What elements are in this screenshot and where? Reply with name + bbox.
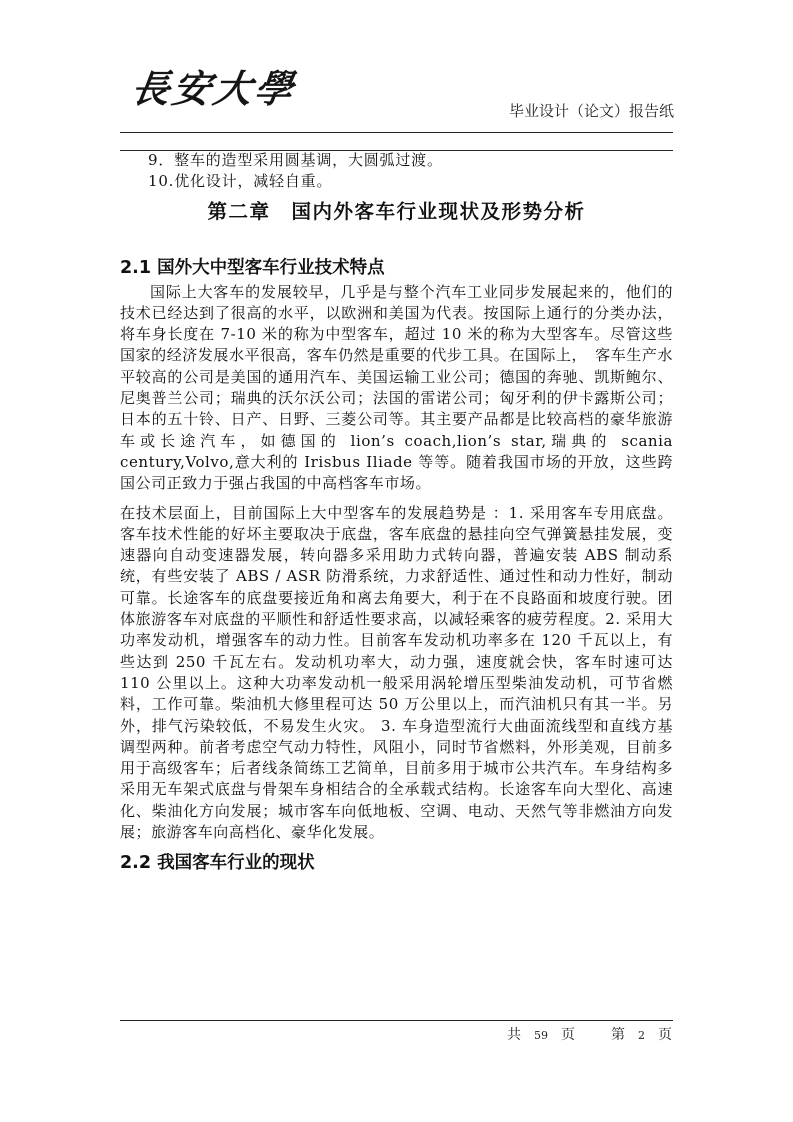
page-body [120,150,673,875]
section-title: 2.2 我国客车行业的现状 [120,853,315,874]
header-title: 毕业设计（论文）报告纸 [508,102,674,120]
footer-page-number: 2 [638,1029,645,1042]
footer-page-prefix: 第 [611,1027,625,1043]
list-item: 9．整车的造型采用圆基调，大圆弧过渡。 [148,151,443,169]
list-item: 10.优化设计，减轻自重。 [148,172,333,191]
page-footer [507,1024,672,1044]
university-logo: 長安大學 [128,66,299,111]
section-title: 2.1 国外大中型客车行业技术特点 [120,257,385,278]
header-rule-top [120,132,673,133]
footer-rule [120,1020,673,1021]
footer-total-pages: 59 [534,1029,548,1042]
footer-page-suffix: 页 [658,1027,672,1043]
paragraph: 国际上大客车的发展较早，几乎是与整个汽车工业同步发展起来的，他们的技术已经达到了很高的水平，以欧洲和美国为代表。按国际上通行的分类办法，将车身长度在 7-10 米的称为中型客车，超过 10 米的称为大型客车。尽管这些国家的经济发展水平很高，客车仍然是重要的代步工具。在国际上， 客车生产水平较高的公司是美国的通用汽车、美国运输工业公司；德国的奔驰、凯斯鲍尔、尼奥普兰公司；瑞典的沃尔沃公司；法国的雷诺公司；匈牙利的伊卡露斯公司；日本的五十铃、日产、日野、三菱公司等。其主要产品都是比较高档的豪华旅游车或长途汽车，如德国的 lion’s coach,lion’s star,瑞典的 scania century,Volvo,意大利的 Irisbus Iliade 等等。随着我国市场的开放，这些跨国公司正致力于强占我国的中高档客车市场。 [120,282,673,493]
paragraph: 在技术层面上，目前国际上大中型客车的发展趋势是 ：1. 采用客车专用底盘。客车技术性能的好坏主要取决于底盘，客车底盘的悬挂向空气弹簧悬挂发展，变速器向自动变速器发展，转向器多采用助力式转向器，普遍安装 ABS 制动系统，有些安装了 ABS / ASR 防滑系统，力求舒适性、通过性和动力性好，制动可靠。长途客车的底盘要接近角和离去角要大，利于在不良路面和坡度行驶。团体旅游客车对底盘的平顺性和舒适性要求高，以减轻乘客的疲劳程度。2. 采用大功率发动机，增强客车的动力性。目前客车发动机功率多在 120 千瓦以上，有些达到 250 千瓦左右。发动机功率大，动力强，速度就会快，客车时速可达 110 公里以上。这种大功率发动机一般采用涡轮增压型柴油发动机，可节省燃料，工作可靠。柴油机大修里程可达 50 万公里以上，而汽油机只有其一半。另外，排气污染较低，不易发生火灾。 3. 车身造型流行大曲面流线型和直线方基调型两种。前者考虑空气动力特性，风阻小，同时节省燃料，外形美观，目前多用于高级客车；后者线条简练工艺简单，目前多用于城市公共汽车。车身结构多采用无车架式底盘与骨架车身相结合的全承载式结构。长途客车向大型化、高速化、柴油化方向发展；城市客车向低地板、空调、电动、天然气等非燃油方向发展；旅游客车向高档化、豪华化发展。 [120,503,673,842]
footer-total-prefix: 共 [507,1027,521,1043]
chapter-title: 第二章 国内外客车行业现状及形势分析 [207,199,586,223]
footer-total-suffix: 页 [561,1027,575,1043]
